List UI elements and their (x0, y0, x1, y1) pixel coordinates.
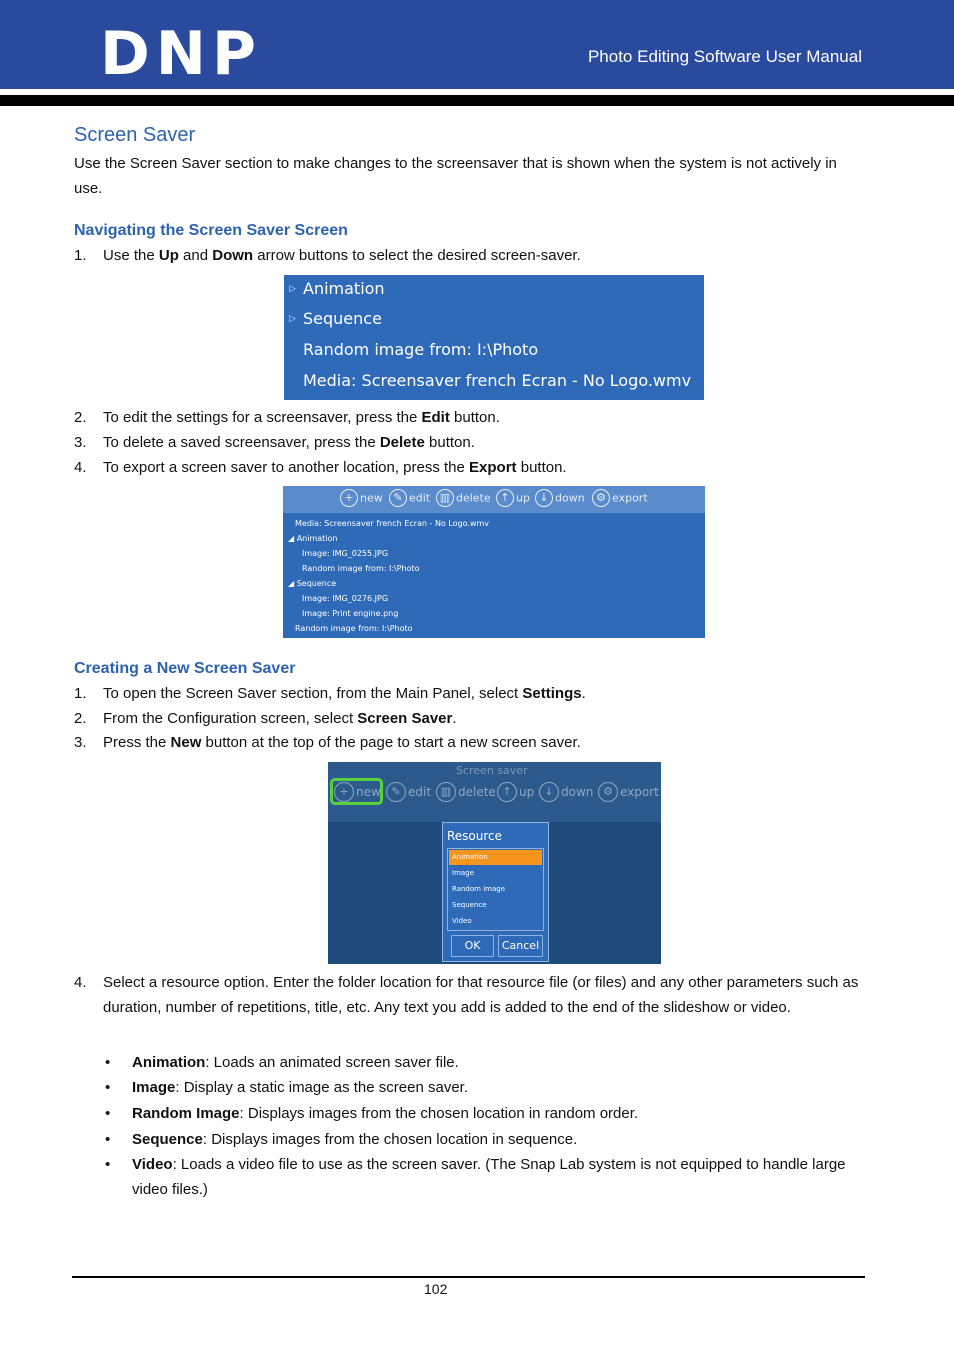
bullet-icon: • (105, 1131, 111, 1148)
bullet-icon: • (105, 1156, 111, 1173)
list-item[interactable]: Video (452, 917, 472, 925)
toolbar (283, 486, 705, 513)
tree-item[interactable]: Random image from: I:\Photo (302, 564, 420, 573)
intro-paragraph: Use the Screen Saver section to make changes to the screensaver that is shown when the system is not actively in use. (74, 155, 837, 197)
arrow-up-icon: ↑ (497, 782, 517, 802)
collapse-triangle-icon: ◢ (288, 534, 297, 543)
new-button[interactable]: + new (334, 782, 381, 803)
expand-triangle-icon: ▷ (289, 284, 296, 294)
edit-button[interactable]: ✎ edit (389, 489, 430, 510)
export-button[interactable]: ⚙ export (592, 489, 648, 510)
bullet-item: • Animation: Loads an animated screen saver file. (105, 1051, 865, 1076)
new-button-highlight (330, 778, 383, 805)
list-item[interactable]: Sequence (452, 901, 487, 909)
new-screensaver-screenshot (328, 762, 661, 964)
resource-list (447, 848, 544, 931)
nav-step-4: 4. To export a screen saver to another location, press the Export button. (74, 459, 567, 476)
up-button[interactable]: ↑ up (496, 489, 530, 510)
down-button[interactable]: ↓ down (535, 489, 585, 510)
down-button[interactable]: ↓ down (539, 782, 593, 803)
nav-step-2: 2. To edit the settings for a screensaver, press the Edit button. (74, 409, 500, 426)
gear-icon: ⚙ (592, 489, 610, 507)
bullet-item: • Image: Display a static image as the screen saver. (105, 1076, 865, 1101)
section-title: Screen Saver (74, 124, 196, 146)
nav-heading: Navigating the Screen Saver Screen (74, 222, 348, 239)
list-item[interactable]: Random image from: I:\Photo (303, 340, 539, 359)
manual-title: Photo Editing Software User Manual (587, 47, 862, 66)
trash-icon: ▥ (436, 489, 454, 507)
nav-step-3: 3. To delete a saved screensaver, press the Delete button. (74, 434, 475, 451)
screensaver-toolbar-screenshot (283, 486, 705, 638)
plus-icon: + (334, 782, 354, 802)
gear-icon: ⚙ (598, 782, 618, 802)
delete-button[interactable]: ▥ delete (436, 782, 496, 803)
cancel-button[interactable]: Cancel (498, 935, 543, 957)
resource-dialog (442, 822, 549, 962)
list-item[interactable]: Image (452, 869, 474, 877)
tree-item[interactable]: Random image from: I:\Photo (295, 624, 413, 633)
create-heading: Creating a New Screen Saver (74, 660, 296, 677)
edit-button[interactable]: ✎ edit (386, 782, 431, 803)
create-step-1: 1. To open the Screen Saver section, from the Main Panel, select Settings. (74, 685, 586, 702)
new-button[interactable]: + new (340, 489, 383, 510)
list-item[interactable]: Animation (449, 850, 542, 865)
toolbar (328, 762, 661, 822)
bullet-item: • Random Image: Displays images from the chosen location in random order. (105, 1102, 865, 1127)
arrow-up-icon: ↑ (496, 489, 514, 507)
list-item[interactable]: Animation (303, 279, 385, 298)
dialog-title: Resource (447, 829, 503, 843)
tree-node[interactable]: ◢ Animation (288, 534, 338, 543)
screen-title: Screen saver (456, 764, 528, 777)
delete-button[interactable]: ▥ delete (436, 489, 491, 510)
tree-node[interactable]: ◢ Sequence (288, 579, 337, 588)
trash-icon: ▥ (436, 782, 456, 802)
plus-icon: + (340, 489, 358, 507)
list-item[interactable]: Media: Screensaver french Ecran - No Logo.wmv (303, 371, 692, 390)
create-step-2: 2. From the Configuration screen, select Screen Saver. (74, 710, 457, 727)
tree-item[interactable]: Image: Print engine.png (302, 609, 399, 618)
ok-button[interactable]: OK (451, 935, 494, 957)
page-number: 102 (424, 1281, 448, 1297)
bullet-item: • Sequence: Displays images from the chosen location in sequence. (105, 1128, 865, 1153)
arrow-down-icon: ↓ (539, 782, 559, 802)
create-step-3: 3. Press the New button at the top of the page to start a new screen saver. (74, 734, 581, 751)
list-item[interactable]: Random image (452, 885, 506, 893)
arrow-down-icon: ↓ (535, 489, 553, 507)
pencil-icon: ✎ (386, 782, 406, 802)
list-item[interactable]: Sequence (303, 309, 382, 328)
export-button[interactable]: ⚙ export (598, 782, 659, 803)
collapse-triangle-icon: ◢ (288, 579, 297, 588)
pencil-icon: ✎ (389, 489, 407, 507)
screensaver-list-screenshot (284, 275, 704, 400)
bullet-icon: • (105, 1054, 111, 1071)
tree-item[interactable]: Media: Screensaver french Ecran - No Logo.wmv (295, 519, 490, 528)
bullet-icon: • (105, 1079, 111, 1096)
bullet-item: • Video: Loads a video file to use as the screen saver. (The Snap Lab system is not equipped to handle large video files.) (105, 1153, 865, 1203)
expand-triangle-icon: ▷ (289, 314, 296, 324)
bullet-icon: • (105, 1105, 111, 1122)
up-button[interactable]: ↑ up (497, 782, 534, 803)
footer-divider (72, 1276, 865, 1278)
header-divider (0, 95, 954, 106)
tree-item[interactable]: Image: IMG_0255.JPG (302, 549, 389, 558)
page-header (0, 0, 954, 89)
create-step-4: 4. Select a resource option. Enter the folder location for that resource file (or files) and any other parameters such as duration, number of repetitions, title, etc. Any text you add is added to the end of the slideshow or video. (74, 974, 859, 1016)
dnp-logo: DNP (100, 19, 262, 89)
tree-item[interactable]: Image: IMG_0276.JPG (302, 594, 389, 603)
nav-step-1: 1. Use the Up and Down arrow buttons to select the desired screen-saver. (74, 247, 581, 264)
